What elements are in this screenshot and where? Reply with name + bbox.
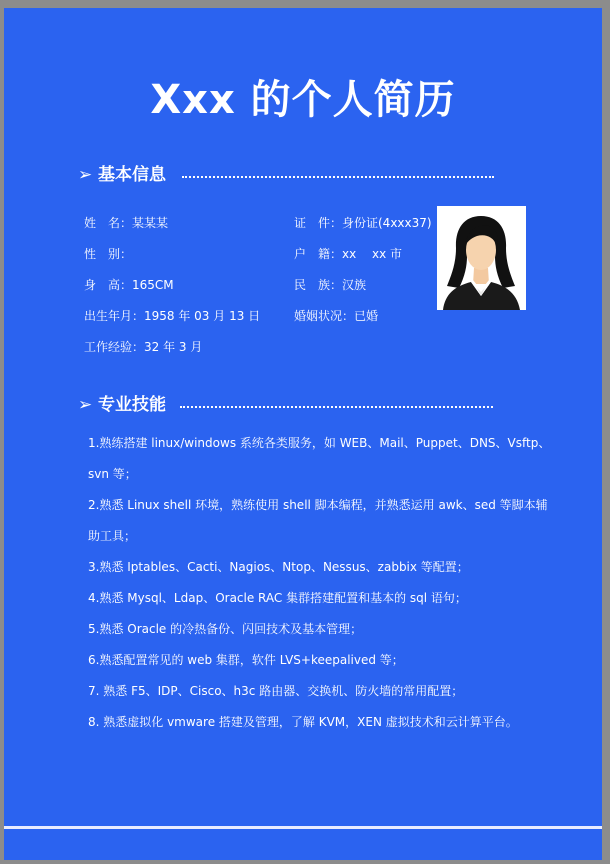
profile-photo xyxy=(437,206,526,310)
skill-line: 4.熟悉 Mysql、Ldap、Oracle RAC 集群搭建配置和基本的 sql 语句； xyxy=(88,591,467,605)
footer-divider xyxy=(4,826,602,829)
skill-line: 8. 熟悉虚拟化 vmware 搭建及管理，了解 KVM，XEN 虚拟技术和云计算平台。 xyxy=(88,715,518,729)
info-height: 身 高：165CM xyxy=(84,278,174,292)
skill-line: svn 等； xyxy=(88,467,137,481)
info-ethnicity: 民 族：汉族 xyxy=(294,278,367,292)
dotted-divider xyxy=(182,176,494,178)
skills-list xyxy=(88,428,558,738)
info-experience: 工作经验：32 年 3 月 xyxy=(84,340,203,354)
info-marital: 婚姻状况：已婚 xyxy=(294,309,379,323)
arrow-bullet-icon: ➢ xyxy=(78,165,93,185)
section-title-skills: 专业技能 xyxy=(98,395,166,415)
resume-title: Xxx 的个人简历 xyxy=(150,77,456,123)
skill-line: 5.熟悉 Oracle 的冷热备份、闪回技术及基本管理； xyxy=(88,622,363,636)
info-gender: 性 别： xyxy=(84,247,133,261)
arrow-bullet-icon: ➢ xyxy=(78,395,93,415)
info-hukou: 户 籍：xx xx 市 xyxy=(294,247,403,261)
section-title-basic: 基本信息 xyxy=(98,165,166,185)
skill-line: 7. 熟悉 F5、IDP、Cisco、h3c 路由器、交换机、防火墙的常用配置； xyxy=(88,684,464,698)
female-avatar-icon xyxy=(437,206,526,310)
skill-line: 2.熟悉 Linux shell 环境，熟练使用 shell 脚本编程，并熟悉运用 awk、sed 等脚本辅 xyxy=(88,498,548,512)
skill-line: 1.熟练搭建 linux/windows 系统各类服务，如 WEB、Mail、Puppet、DNS、Vsftp、 xyxy=(88,436,551,450)
skill-line: 3.熟悉 Iptables、Cacti、Nagios、Ntop、Nessus、zabbix 等配置； xyxy=(88,560,469,574)
resume-page xyxy=(4,8,602,860)
info-name: 姓 名：某某某 xyxy=(84,216,169,230)
dotted-divider xyxy=(180,406,493,408)
info-id: 证 件：身份证(4xxx37) xyxy=(294,216,432,230)
skill-line: 6.熟悉配置常见的 web 集群，软件 LVS+keepalived 等； xyxy=(88,653,404,667)
info-birth: 出生年月：1958 年 03 月 13 日 xyxy=(84,309,261,323)
skill-line: 助工具； xyxy=(88,529,137,543)
